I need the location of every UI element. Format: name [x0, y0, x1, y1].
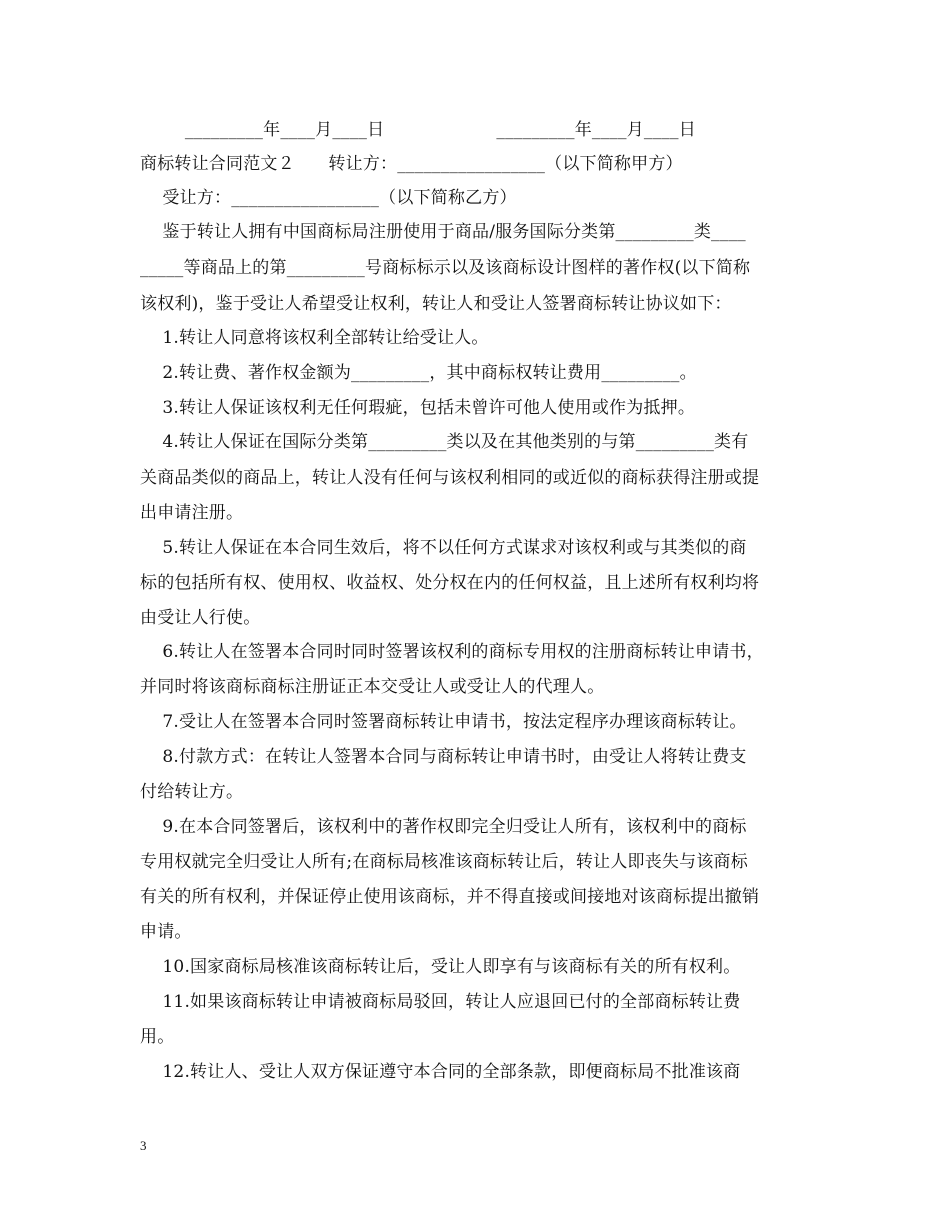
clause-1: 1.转让人同意将该权利全部转让给受让人。 — [140, 328, 489, 348]
clause-4-cont: 关商品类似的商品上，转让人没有任何与该权利相同的或近似的商标获得注册或提 — [140, 468, 760, 488]
clause-2: 2.转让费、著作权金额为_________，其中商标权转让费用_________。 — [140, 363, 697, 383]
clause-10: 10.国家商标局核准该商标转让后，受让人即享有与该商标有关的所有权利。 — [140, 957, 741, 977]
clause-9: 9.在本合同签署后，该权利中的著作权即完全归受让人所有，该权利中的商标 — [140, 817, 747, 837]
page-number: 3 — [140, 1138, 147, 1153]
clause-3: 3.转让人保证该权利无任何瑕疵，包括未曾许可他人使用或作为抵押。 — [140, 398, 696, 418]
clause-6-cont: 并同时将该商标商标注册证正本交受让人或受让人的代理人。 — [140, 677, 605, 697]
clause-4-cont: 出申请注册。 — [140, 503, 244, 523]
clause-11: 11.如果该商标转让申请被商标局驳回，转让人应退回已付的全部商标转让费 — [140, 992, 741, 1012]
clause-9-cont: 有关的所有权利，并保证停止使用该商标，并不得直接或间接地对该商标提出撤销 — [140, 887, 760, 907]
clause-12: 12.转让人、受让人双方保证遵守本合同的全部条款，即便商标局不批准该商 — [140, 1062, 741, 1082]
clause-8-cont: 付给转让方。 — [140, 782, 244, 802]
clause-9-cont: 专用权就完全归受让人所有;在商标局核准该商标转让后，转让人即丧失与该商标 — [140, 852, 748, 872]
clause-9-cont: 申请。 — [140, 922, 192, 942]
clause-5-cont: 由受让人行使。 — [140, 608, 261, 628]
transferee-line: 受让方：_________________（以下简称乙方） — [140, 188, 517, 208]
clause-6: 6.转让人在签署本合同时同时签署该权利的商标专用权的注册商标转让申请书， — [140, 642, 764, 662]
title-transferor-line: 商标转让合同范文２ 转让方：_________________（以下简称甲方） — [140, 154, 683, 174]
clause-8: 8.付款方式：在转让人签署本合同与商标转让申请书时，由受让人将转让费支 — [140, 747, 747, 767]
body-line: _____等商品上的第_________号商标标示以及该商标设计图样的著作权(以下简称 — [140, 258, 751, 278]
clause-5: 5.转让人保证在本合同生效后，将不以任何方式谋求对该权利或与其类似的商 — [140, 538, 747, 558]
body-line: 该权利)，鉴于受让人希望受让权利，转让人和受让人签署商标转让协议如下： — [140, 294, 732, 314]
clause-7: 7.受让人在签署本合同时签署商标转让申请书，按法定程序办理该商标转让。 — [140, 712, 747, 732]
clause-4: 4.转让人保证在国际分类第_________类以及在其他类别的与第_________类有 — [140, 432, 749, 452]
date-line: _________年____月____日 _________年____月____日 — [140, 120, 696, 140]
clause-11-cont: 用。 — [140, 1027, 175, 1047]
clause-5-cont: 标的包括所有权、使用权、收益权、处分权在内的任何权益，且上述所有权利均将 — [140, 573, 760, 593]
body-line: 鉴于转让人拥有中国商标局注册使用于商品/服务国际分类第_________类____ — [140, 222, 746, 242]
